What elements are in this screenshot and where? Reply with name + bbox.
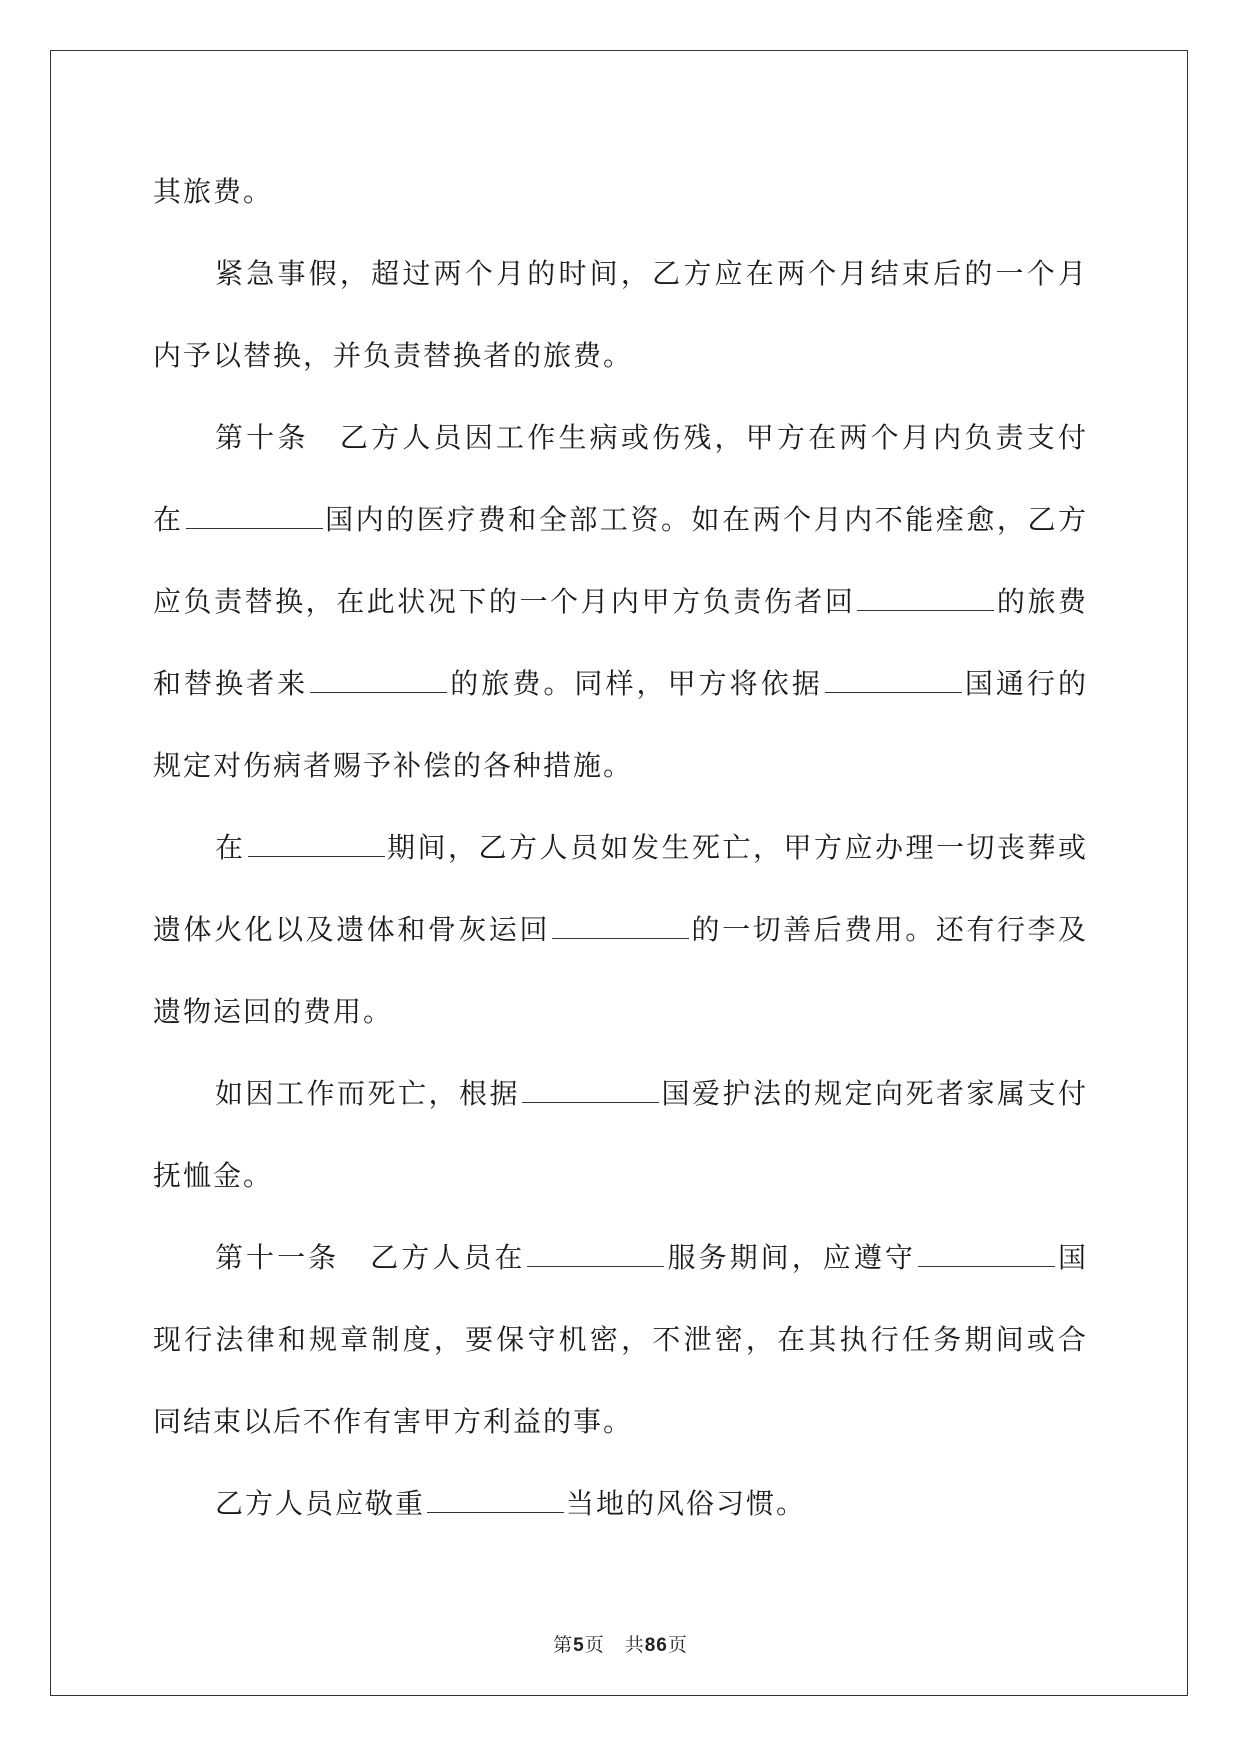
text-segment: 的旅费。同样，甲方将依据 (449, 667, 823, 700)
fill-in-blank (248, 830, 385, 857)
text-line (153, 1228, 1088, 1310)
text-segment: 国 (1056, 1241, 1088, 1274)
text-segment: 乙方人员应敬重 (215, 1487, 426, 1520)
total-pages: 86 (644, 1635, 668, 1656)
text-line (153, 1392, 1088, 1474)
text-segment: 和替换者来 (153, 667, 309, 700)
text-line (153, 818, 1088, 900)
text-segment: 第十条 乙方人员因工作生病或伤残，甲方在两个月内负责支付 (215, 421, 1088, 454)
text-segment: 规定对伤病者赐予补偿的各种措施。 (153, 749, 634, 782)
text-segment: 在 (215, 831, 246, 864)
text-segment: 遗物运回的费用。 (153, 995, 394, 1028)
text-segment: 其旅费。 (153, 175, 274, 208)
text-segment: 内予以替换，并负责替换者的旅费。 (153, 339, 634, 372)
text-segment: 的旅费 (996, 585, 1088, 618)
text-segment: 服务期间，应遵守 (666, 1241, 916, 1274)
text-line (153, 244, 1088, 326)
text-line (153, 572, 1088, 654)
text-segment: 应负责替换，在此状况下的一个月内甲方负责伤者回 (153, 585, 856, 618)
fill-in-blank (186, 502, 323, 529)
text-line (153, 490, 1088, 572)
text-line (153, 326, 1088, 408)
footer-prefix: 第 (553, 1634, 574, 1656)
fill-in-blank (552, 912, 689, 939)
text-line (153, 900, 1088, 982)
text-segment: 在 (153, 503, 184, 536)
text-line (153, 1310, 1088, 1392)
page-number: 5 (573, 1635, 585, 1656)
text-line (153, 654, 1088, 736)
text-line (153, 982, 1088, 1064)
fill-in-blank (522, 1076, 659, 1103)
footer-middle: 页 共 (584, 1634, 645, 1656)
text-segment: 期间，乙方人员如发生死亡，甲方应办理一切丧葬或 (386, 831, 1088, 864)
fill-in-blank (857, 584, 994, 611)
text-segment: 同结束以后不作有害甲方利益的事。 (153, 1405, 634, 1438)
text-segment: 紧急事假，超过两个月的时间，乙方应在两个月结束后的一个月 (215, 257, 1088, 290)
text-line (153, 1064, 1088, 1146)
text-line (153, 1146, 1088, 1228)
document-body (153, 162, 1088, 1556)
fill-in-blank (825, 666, 962, 693)
text-line (153, 408, 1088, 490)
fill-in-blank (527, 1240, 664, 1267)
text-segment: 现行法律和规章制度，要保守机密，不泄密，在其执行任务期间或合 (153, 1323, 1088, 1356)
text-segment: 国通行的 (963, 667, 1088, 700)
page-footer (0, 1630, 1241, 1657)
text-segment: 遗体火化以及遗体和骨灰运回 (153, 913, 550, 946)
text-line (153, 162, 1088, 244)
text-line (153, 1474, 1088, 1556)
text-segment: 抚恤金。 (153, 1159, 274, 1192)
text-segment: 第十一条 乙方人员在 (215, 1241, 526, 1274)
text-segment: 国内的医疗费和全部工资。如在两个月内不能痊愈，乙方 (324, 503, 1088, 536)
fill-in-blank (310, 666, 447, 693)
fill-in-blank (918, 1240, 1055, 1267)
footer-suffix: 页 (667, 1634, 688, 1656)
text-segment: 国爱护法的规定向死者家属支付 (661, 1077, 1088, 1110)
text-segment: 的一切善后费用。还有行李及 (691, 913, 1088, 946)
fill-in-blank (427, 1486, 564, 1513)
text-segment: 当地的风俗习惯。 (566, 1487, 807, 1520)
text-line (153, 736, 1088, 818)
text-segment: 如因工作而死亡，根据 (215, 1077, 520, 1110)
